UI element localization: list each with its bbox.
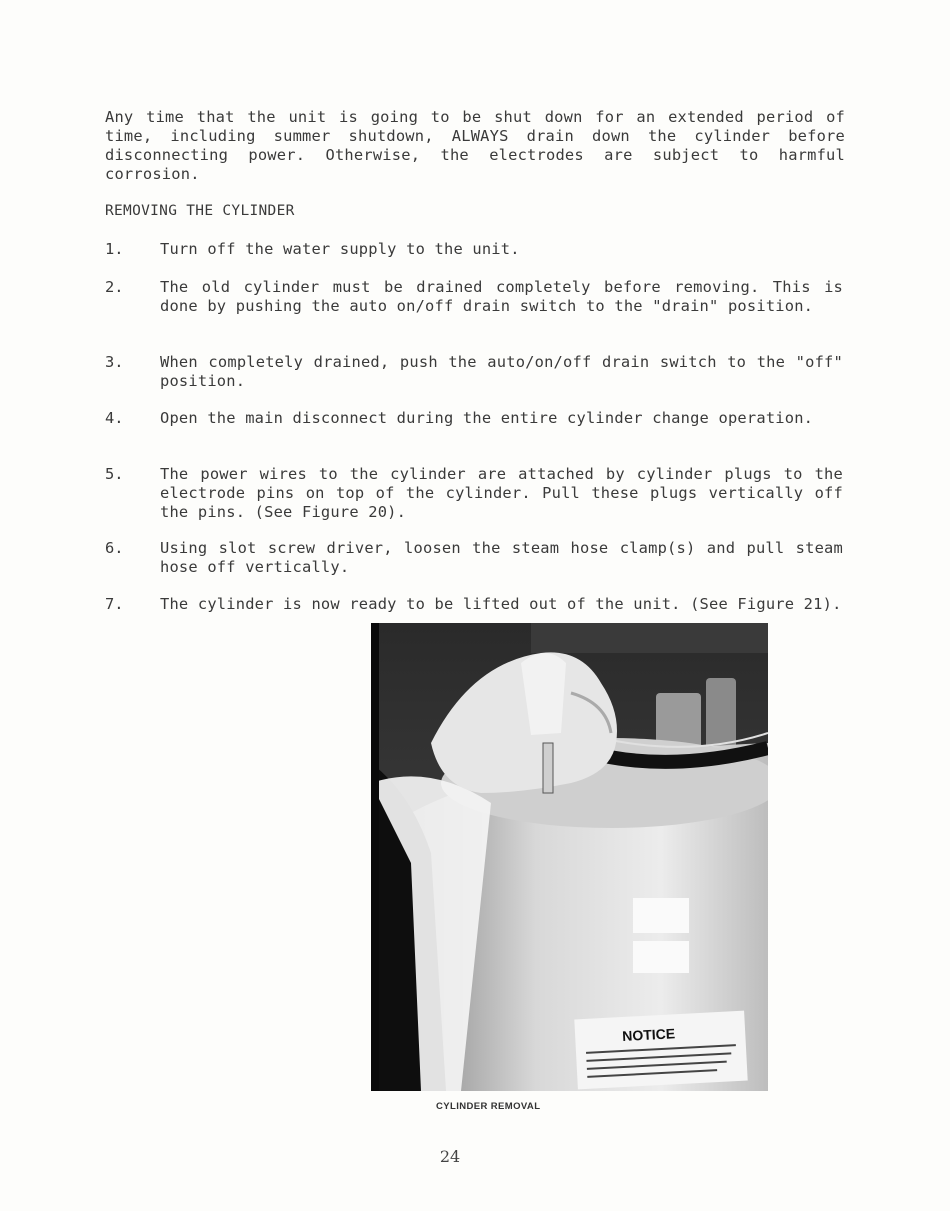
- step-number: 3.: [105, 353, 124, 371]
- section-heading: REMOVING THE CYLINDER: [105, 203, 295, 219]
- step-number: 6.: [105, 539, 124, 557]
- notice-label: NOTICE: [621, 1025, 676, 1044]
- step-number: 2.: [105, 278, 124, 296]
- step-text: Open the main disconnect during the entire cylinder change operation.: [160, 409, 814, 427]
- step-number: 5.: [105, 465, 124, 483]
- step-text: The cylinder is now ready to be lifted out of the unit. (See Figure 21).: [160, 595, 842, 613]
- step-number: 1.: [105, 240, 124, 258]
- step-number: 4.: [105, 409, 124, 427]
- step-text: The power wires to the cylinder are attached by cylinder plugs to the electrode pins on top of the cylinder. Pull these plugs vertically off the pins. (See Figure 20).: [160, 465, 843, 521]
- photo-illustration: [371, 623, 768, 1091]
- step-text: Turn off the water supply to the unit.: [160, 240, 520, 258]
- step-text: When completely drained, push the auto/on/off drain switch to the "off" position.: [160, 353, 843, 390]
- intro-paragraph: Any time that the unit is going to be shut down for an extended period of time, including summer shutdown, ALWAYS drain down the cylinder before disconnecting power. Otherwise, the electrodes are subject to harmful corrosion.: [105, 108, 845, 183]
- step-text: The old cylinder must be drained completely before removing. This is done by pushing the auto on/off drain switch to the "drain" position.: [160, 278, 843, 315]
- step-number: 7.: [105, 595, 124, 613]
- step-text: Using slot screw driver, loosen the steam hose clamp(s) and pull steam hose off vertically.: [160, 539, 843, 576]
- cylinder-removal-photo: [371, 623, 768, 1091]
- figure-caption: CYLINDER REMOVAL: [436, 1101, 541, 1112]
- page-number: 24: [439, 1147, 461, 1166]
